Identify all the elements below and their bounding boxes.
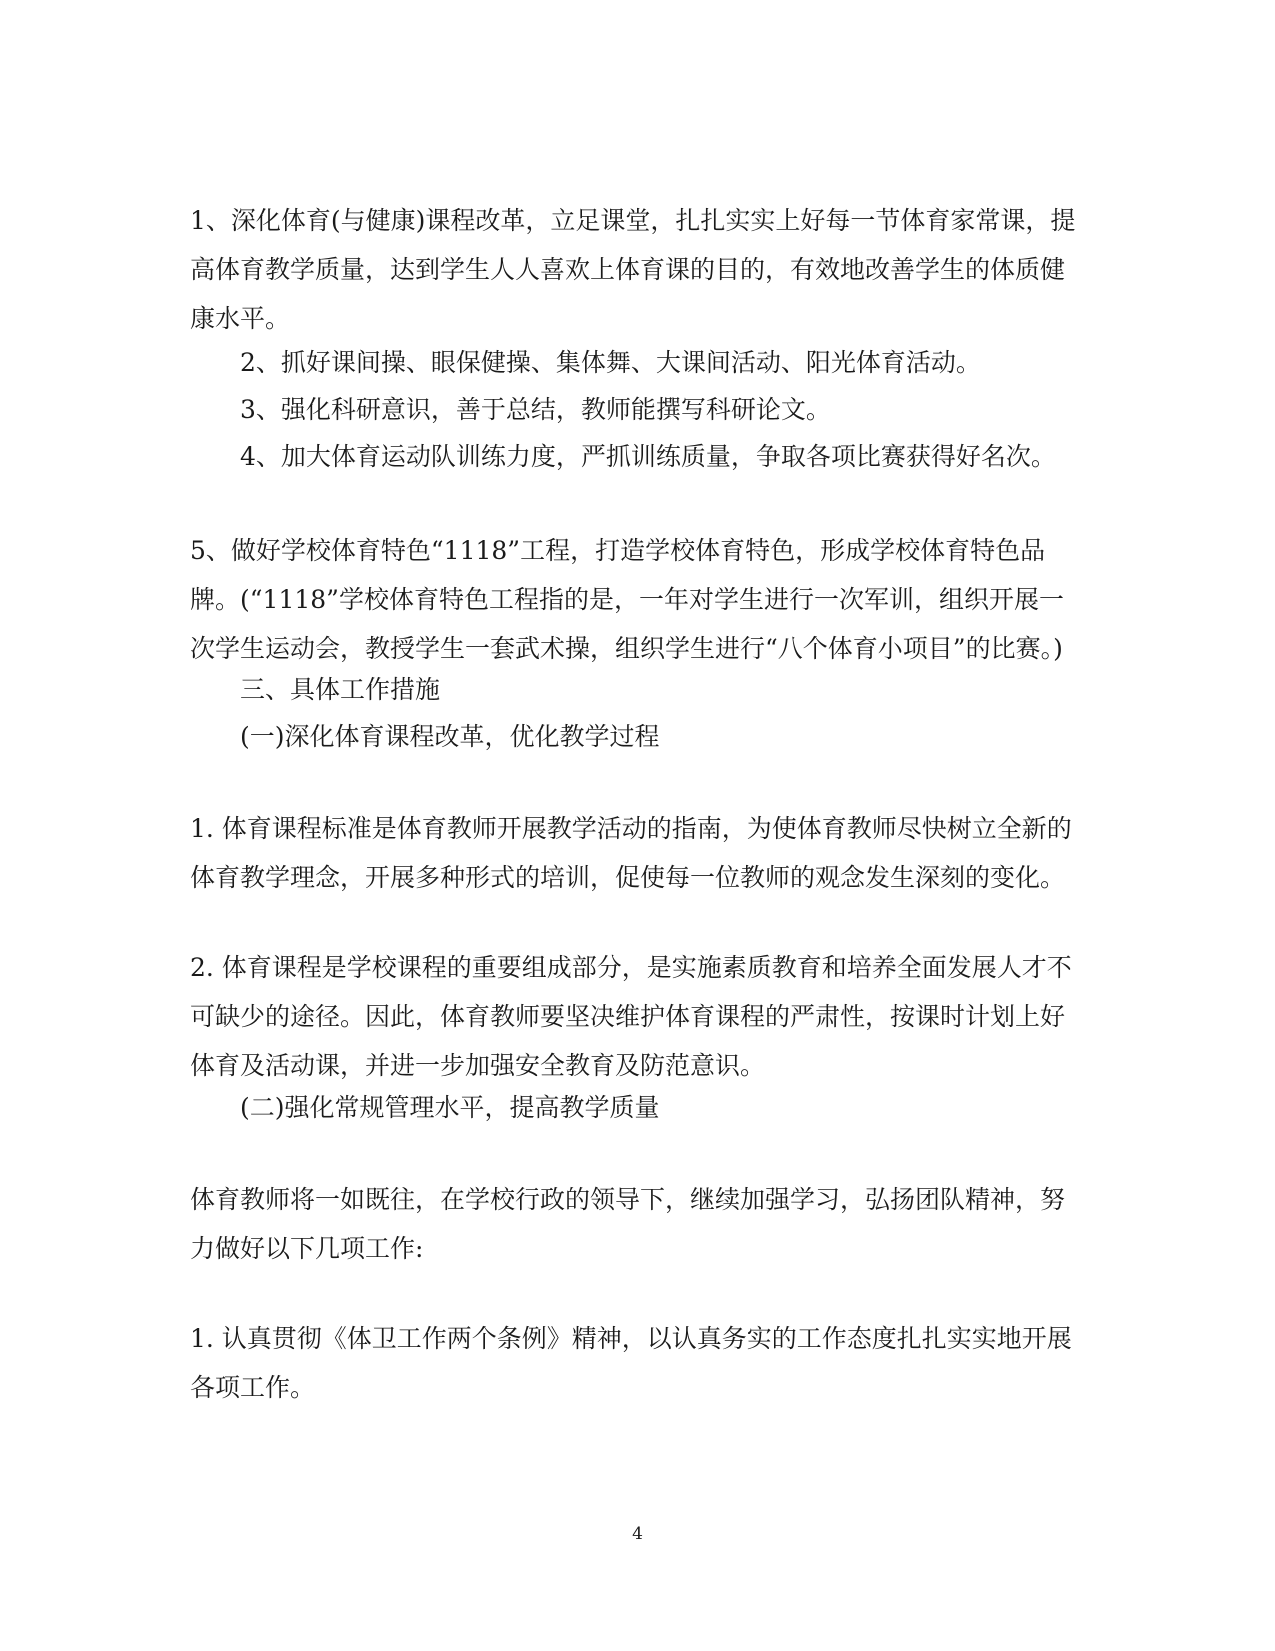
paragraph-measure-2: 2. 体育课程是学校课程的重要组成部分，是实施素质教育和培养全面发展人才不可缺少的途径。因此，体育教师要坚决维护体育课程的严肃性，按课时计划上好体育及活动课，并进一步加强安全教育及防范意识。 [190, 953, 1072, 1080]
paragraph-goal-3: 3、强化科研意识，善于总结，教师能撰写科研论文。 [240, 395, 831, 424]
paragraph-goal-2: 2、抓好课间操、眼保健操、集体舞、大课间活动、阳光体育活动。 [240, 348, 981, 377]
subsection-heading-1: (一)深化体育课程改革，优化教学过程 [240, 722, 660, 751]
paragraph-intro-tasks: 体育教师将一如既往，在学校行政的领导下，继续加强学习，弘扬团队精神，努力做好以下几项工作: [190, 1185, 1066, 1263]
section-heading-measures: 三、具体工作措施 [240, 675, 441, 704]
paragraph-goal-5: 5、做好学校体育特色“1118”工程，打造学校体育特色，形成学校体育特色品牌。(“1118”学校体育特色工程指的是，一年对学生进行一次军训，组织开展一次学生运动会，教授学生一套武术操，组织学生进行“八个体育小项目”的比赛。) [190, 536, 1064, 663]
page-number: 4 [632, 1524, 643, 1544]
paragraph-task-1: 1. 认真贯彻《体卫工作两个条例》精神，以认真务实的工作态度扎扎实实地开展各项工作。 [190, 1324, 1072, 1402]
paragraph-goal-1: 1、深化体育(与健康)课程改革，立足课堂，扎扎实实上好每一节体育家常课，提高体育教学质量，达到学生人人喜欢上体育课的目的，有效地改善学生的体质健康水平。 [190, 206, 1076, 333]
subsection-heading-2: (二)强化常规管理水平，提高教学质量 [240, 1093, 660, 1122]
paragraph-goal-4: 4、加大体育运动队训练力度，严抓训练质量，争取各项比赛获得好名次。 [240, 442, 1056, 471]
paragraph-measure-1: 1. 体育课程标准是体育教师开展教学活动的指南，为使体育教师尽快树立全新的体育教学理念，开展多种形式的培训，促使每一位教师的观念发生深刻的变化。 [190, 814, 1072, 892]
